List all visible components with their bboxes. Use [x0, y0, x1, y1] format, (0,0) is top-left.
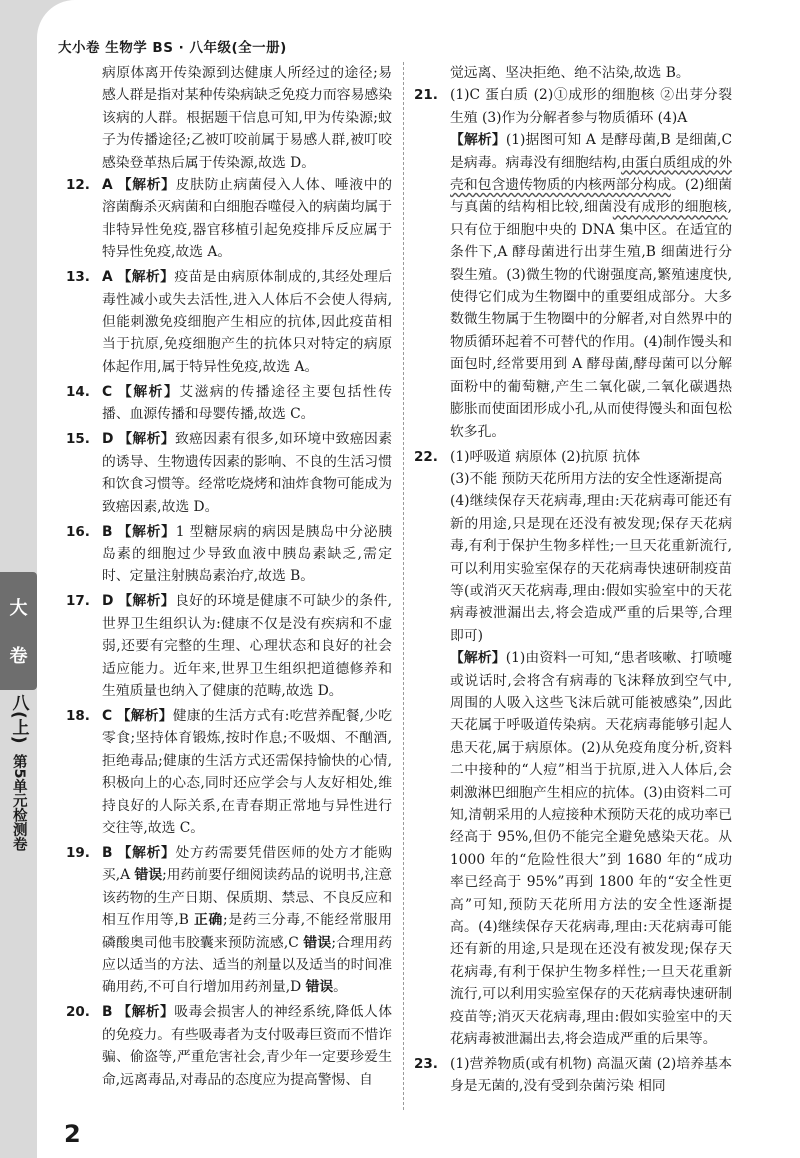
item-body [102, 428, 392, 518]
answer-choice: C [102, 707, 113, 724]
q11-continuation: 病原体离开传染源到达健康人所经过的途径;易感人群是指对某种传染病缺乏免疫力而容易感染该病的人群。根据题干信息可知,甲为传染源;蚊子为传播途径;乙被叮咬前属于易感人群,被叮咬感染登革热后属于传染源,故选 D。 [102, 65, 392, 171]
analysis-tag: 【解析】 [118, 383, 180, 400]
item-body [102, 381, 392, 426]
item-number: 21. [414, 87, 438, 104]
analysis-tag: 【解析】 [117, 844, 176, 861]
left-column [66, 62, 392, 1094]
item-body [450, 446, 732, 1051]
answer-item-21 [414, 84, 732, 443]
answer-item-22 [414, 446, 732, 1051]
analysis-text: 1 型糖尿病的病因是胰岛中分泌胰岛素的细胞过少导致血液中胰岛素缺乏,需定时、定量注射胰岛素治疗,故选 B。 [102, 523, 392, 585]
answer-text: (4)继续保存天花病毒,理由:天花病毒可能还有新的用途,只是现在还没有被发现;保存天花病毒,有利于保护生物多样性;一旦天花重新流行,可以利用实验室保存的天花病毒快速研制疫苗等(或消灭天花病毒,理由:假如实验室中的天花病毒被泄漏出去,将会造成严重的后果等,合理即可) [450, 493, 732, 644]
analysis-tag: 【解析】 [118, 431, 175, 448]
item-number: 22. [414, 448, 438, 465]
right-column [414, 62, 732, 1100]
verdict-wrong: 错误 [134, 867, 163, 884]
analysis-text: ;合理用药应以适当的方法、适当的剂量以及适当的时间准确用药,不可自行增加用药剂量,D [102, 934, 393, 996]
answer-choice: A [102, 177, 113, 194]
verdict-correct: 正确 [194, 912, 223, 929]
item-body [102, 266, 392, 378]
answer-item-13 [66, 266, 392, 378]
key-phrase-underlined: 没有成形的细胞核 [612, 199, 728, 216]
analysis-text: 艾滋病的传播途径主要包括性传播、血源传播和母婴传播,故选 C。 [102, 383, 393, 423]
key-phrase-underlined: 由蛋白质组成的外壳和包含遗传物质的内核两部分构成 [450, 154, 732, 194]
analysis-text: 处方药需要凭借医师的处方才能购买,A [102, 844, 393, 884]
item-body [102, 174, 392, 264]
item-body [450, 84, 732, 443]
page-header: 大小卷 生物学 BS · 八年级(全一册) [58, 40, 287, 56]
analysis-tag: 【解析】 [118, 593, 175, 610]
analysis-text: 。(2)细菌与真菌的结构相比较,细菌 [450, 177, 732, 216]
analysis-text: (1)据图可知 A 是酵母菌,B 是细菌,C 是病毒。病毒没有细胞结构, [450, 132, 733, 171]
answer-text: (1)营养物质(或有机物) 高温灭菌 (2)培养基本身是无菌的,没有受到杂菌污染 相同 [450, 1056, 732, 1095]
analysis-text: ;是药三分毒,不能经常服用磷酸奥司他韦胶囊来预防流感,C [102, 912, 392, 951]
analysis-text: 吸毒会损害人的神经系统,降低人体的免疫力。有些吸毒者为支付吸毒巨资而不惜诈骗、偷盗等,严重危害社会,青少年一定要珍爱生命,远离毒品,对毒品的态度应为提高警惕、自 [102, 1004, 393, 1088]
answer-item-16 [66, 521, 392, 588]
item-number: 14. [66, 383, 90, 400]
analysis-tag: 【解析】 [117, 523, 176, 540]
analysis-text: 健康的生活方式有:吃营养配餐,少吃零食;坚持体育锻炼,按时作息;不吸烟、不酗酒,拒绝毒品;健康的生活方式还需保持愉快的心情,积极向上的心态,同时还应学会与人友好相处,维持良好的人际关系,在青春期正常地与异性进行交往等,故选 C。 [102, 707, 392, 836]
answer-text: (1)C 蛋白质 (2)①成形的细胞核 ②出芽分裂生殖 (3)作为分解者参与物质循环 (4)A [450, 87, 732, 126]
analysis-text: 致癌因素有很多,如环境中致癌因素的诱导、生物遗传因素的影响、不良的生活习惯和饮食习惯等。经常吃烧烤和油炸食物可能成为致癌因素,故选 D。 [102, 431, 393, 515]
side-section-label [0, 694, 37, 851]
analysis-text: (1)由资料一可知,“患者咳嗽、打喷嚏或说话时,会将含有病毒的飞沫释放到空气中,周围的人吸入这些飞沫后就可能被感染”,因此天花属于呼吸道传染病。天花病毒能够引起人患天花,属于病原体。(2)从免疫角度分析,资料二中接种的“人痘”相当于抗原,进入人体后,会刺激淋巴细胞产生相应的抗体。(3)由资料二可知,清朝采用的人痘接种术预防天花的成功率已经高于 95%,但仍不能完全避免感染天花。从 1000 年的“危险性很大”到 1680 年的“成功率已经高于 95%”再到 1800 年的“安全性更高”可知,预防天花所用方法的安全性逐渐提高。(4)继续保存天花病毒,理由:天花病毒可能还有新的用途,只是现在还没有被发现;保存天花病毒,有利于保护生物多样性;一旦天花重新流行,可以利用实验室保存的天花病毒快速研制疫苗等;消灭天花病毒,理由:假如实验室中的天花病毒被泄漏出去,将会造成严重的后果等。 [450, 650, 732, 1048]
side-tab [0, 572, 37, 690]
item-number: 17. [66, 593, 90, 610]
item-body [102, 1001, 392, 1091]
answer-item-15 [66, 428, 392, 518]
answer-choice: B [102, 1004, 113, 1021]
item-number: 20. [66, 1004, 90, 1021]
analysis-text: 皮肤防止病菌侵入人体、唾液中的溶菌酶杀灭病菌和白细胞吞噬侵入的病菌均属于非特异性免疫,器官移植引起免疫排斥反应属于特异性免疫,故选 A。 [102, 177, 393, 261]
answer-item-18 [66, 705, 392, 839]
item-body [450, 1053, 732, 1098]
answer-item-12 [66, 174, 392, 264]
item-number: 23. [414, 1056, 438, 1073]
analysis-paragraph [450, 647, 732, 1050]
answer-choice: B [102, 523, 113, 540]
item-number: 19. [66, 844, 90, 861]
answer-item-14 [66, 381, 392, 426]
item-number: 12. [66, 177, 90, 194]
page-number: 2 [64, 1120, 81, 1148]
answer-choice: B [102, 844, 113, 861]
answer-item-23 [414, 1053, 732, 1098]
grade-label: 八(上) [8, 694, 29, 744]
answer-text: (1)呼吸道 病原体 (2)抗原 抗体 [450, 448, 641, 465]
answer-text: (3)不能 预防天花所用方法的安全性逐渐提高 [450, 470, 723, 487]
answer-choice: A [102, 269, 113, 286]
analysis-tag: 【解析】 [117, 269, 175, 286]
unit-label: 第5单元检测卷 [10, 753, 27, 851]
analysis-tag: 【解析】 [117, 1004, 175, 1021]
answer-choice: C [102, 383, 113, 400]
item-body [102, 842, 392, 999]
item-number: 15. [66, 431, 90, 448]
analysis-tag: 【解析】 [116, 707, 173, 724]
q20-continuation: 觉远离、坚决拒绝、绝不沾染,故选 B。 [450, 65, 690, 81]
item-body [102, 705, 392, 839]
verdict-wrong: 错误 [305, 979, 334, 996]
item-number: 13. [66, 269, 90, 286]
analysis-text: 。 [333, 979, 347, 996]
answer-item-19 [66, 842, 392, 999]
side-tab-label-top: 大 [9, 598, 28, 619]
item-number: 16. [66, 523, 90, 540]
analysis-text: ,只有位于细胞中央的 DNA 集中区。在适宜的条件下,A 酵母菌进行出芽生殖,B 细菌进行分裂生殖。(3)微生物的代谢强度高,繁殖速度快,使得它们成为生物圈中的重要组成部分。大多数微生物属于生物圈中的分解者,对自然界中的物质循环起着不可替代的作用。(4)制作馒头和面包时,经常要用到 A 酵母菌,酵母菌可以分解面粉中的葡萄糖,产生二氧化碳,二氧化碳遇热膨胀而使面团形成小孔,从而使得馒头和面包松软多孔。 [450, 199, 733, 440]
analysis-tag: 【解析】 [450, 132, 506, 149]
column-divider [403, 62, 404, 1110]
answer-item-20 [66, 1001, 392, 1091]
item-body [102, 590, 392, 702]
analysis-tag: 【解析】 [117, 177, 176, 194]
item-body [102, 521, 392, 588]
analysis-text: ;用药前要仔细阅读药品的说明书,注意该药物的生产日期、保质期、禁忌、不良反应和相互作用等,B [102, 867, 392, 929]
item-number: 18. [66, 707, 90, 724]
answer-item-17 [66, 590, 392, 702]
analysis-text: 良好的环境是健康不可缺少的条件,世界卫生组织认为:健康不仅是没有疾病和不虚弱,还要有完整的生理、心理状态和良好的社会适应能力。近年来,世界卫生组织把道德修养和生殖质量也纳入了健康的范畴,故选 D。 [102, 593, 393, 699]
verdict-wrong: 错误 [303, 934, 332, 951]
analysis-paragraph [450, 129, 732, 443]
analysis-tag: 【解析】 [450, 650, 506, 667]
side-tab-label-bottom: 卷 [9, 646, 28, 667]
analysis-text: 疫苗是由病原体制成的,其经处理后毒性减小或失去活性,进入人体后不会使人得病,但能刺激免疫细胞产生相应的抗体,因此疫苗相当于抗原,免疫细胞产生的抗体只对特定的病原体起作用,属于特异性免疫,故选 A。 [102, 269, 393, 375]
answer-choice: D [102, 431, 114, 448]
answer-choice: D [102, 593, 114, 610]
